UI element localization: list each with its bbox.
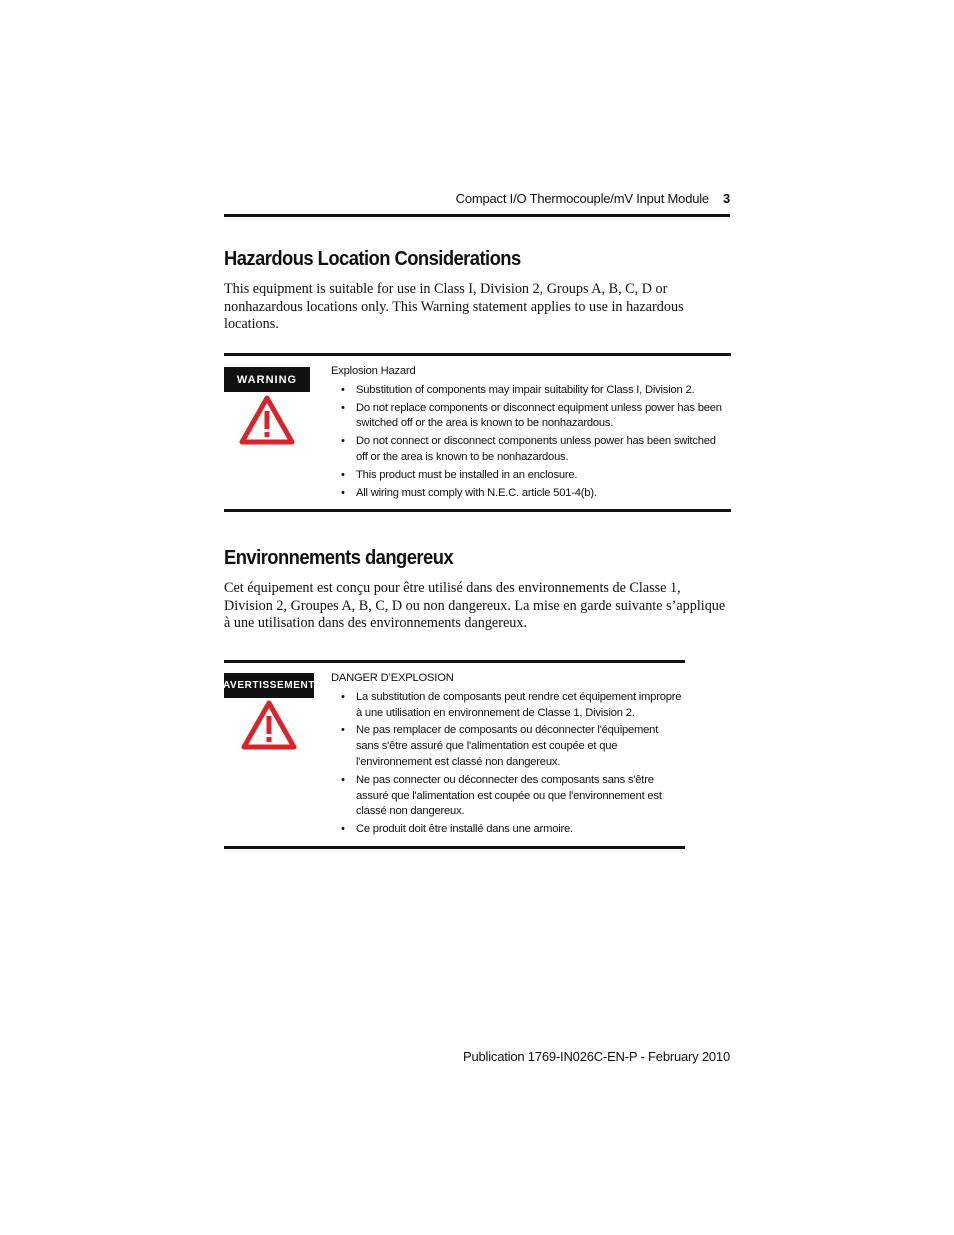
avertissement-notice bbox=[331, 671, 683, 840]
list-item: • Ce produit doit être installé dans une armoire. bbox=[331, 822, 683, 838]
avertissement-box-bottom-rule bbox=[224, 846, 685, 849]
warning-triangle-icon bbox=[240, 699, 298, 751]
list-item: • This product must be installed in an enclosure. bbox=[331, 468, 726, 484]
page-number: 3 bbox=[722, 191, 730, 206]
list-item: • Do not replace components or disconnect equipment unless power has been switched off or the area is known to be nonhazardous. bbox=[331, 401, 726, 433]
warning-triangle-icon bbox=[238, 394, 296, 446]
running-header-title: Compact I/O Thermocouple/mV Input Module bbox=[455, 191, 709, 206]
warning-box-top-rule bbox=[224, 353, 731, 356]
warning-badge: WARNING bbox=[224, 367, 310, 392]
list-item: • Substitution of components may impair suitability for Class I, Division 2. bbox=[331, 383, 726, 399]
warning-box-bottom-rule bbox=[224, 509, 731, 512]
section-paragraph-environnements: Cet équipement est conçu pour être utilisé dans des environnements de Classe 1, Division 2, Groupes A, B, C, D ou non dangereux. La mise en garde suivante s’applique à une utilisation dans des environnements dangereux. bbox=[224, 580, 726, 631]
section-heading-environnements: Environnements dangereux bbox=[224, 547, 454, 569]
list-item: • La substitution de composants peut rendre cet équipement impropre à une utilisation en environnement de Classe 1, Division 2. bbox=[331, 690, 683, 722]
section-paragraph-hazardous: This equipment is suitable for use in Class I, Division 2, Groups A, B, C, D or nonhazardous locations only. This Warning statement applies to use in hazardous locations. bbox=[224, 281, 684, 332]
warning-notice bbox=[331, 364, 726, 503]
warning-notice-title: Explosion Hazard bbox=[331, 365, 416, 377]
header-rule bbox=[224, 214, 730, 217]
running-header bbox=[224, 191, 730, 209]
avertissement-notice-title: DANGER D’EXPLOSION bbox=[331, 672, 454, 684]
avertissement-box-top-rule bbox=[224, 660, 685, 663]
list-item: • Do not connect or disconnect components unless power has been switched off or the area is known to be nonhazardous. bbox=[331, 434, 726, 466]
publication-footer: Publication 1769-IN026C-EN-P - February 2010 bbox=[463, 1049, 730, 1064]
list-item: • All wiring must comply with N.E.C. article 501-4(b). bbox=[331, 486, 726, 502]
section-heading-hazardous: Hazardous Location Considerations bbox=[224, 248, 521, 270]
warning-list bbox=[331, 383, 726, 502]
avertissement-list bbox=[331, 690, 683, 838]
list-item: • Ne pas remplacer de composants ou déconnecter l'équipement sans s'être assuré que l'alimentation est coupée et que l'environnement est classé non dangereux. bbox=[331, 723, 683, 770]
avertissement-badge: AVERTISSEMENT bbox=[224, 673, 314, 698]
list-item: • Ne pas connecter ou déconnecter des composants sans s'être assuré que l'alimentation est coupée ou que l'environnement est classé non dangereux. bbox=[331, 773, 683, 820]
